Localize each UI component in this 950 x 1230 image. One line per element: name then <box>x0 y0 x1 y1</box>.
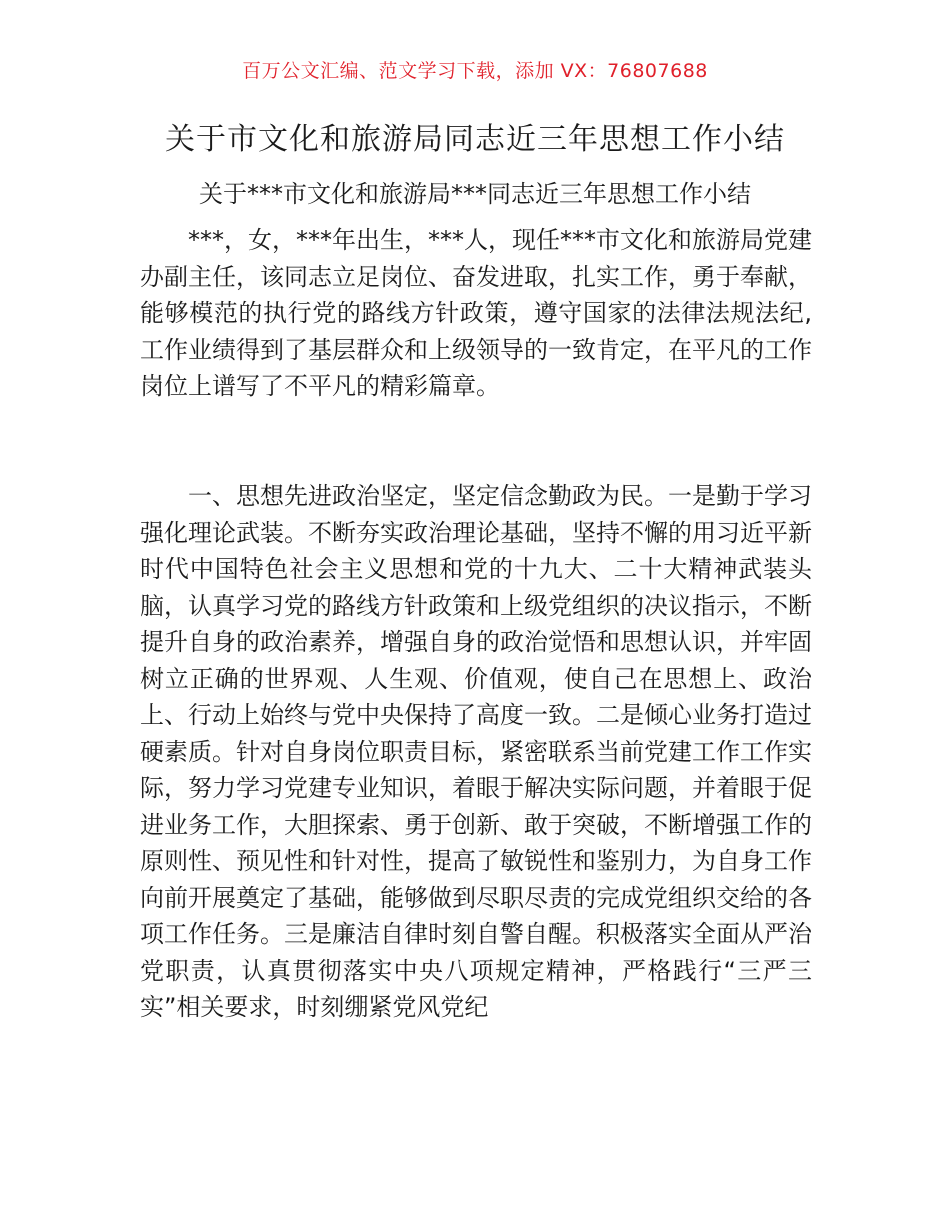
header-watermark: 百万公文汇编、范文学习下载，添加 VX：76807688 <box>242 60 708 82</box>
body-paragraph-intro: ***，女，***年出生，***人，现任***市文化和旅游局党建办副主任，该同志立足岗位、奋发进取，扎实工作，勇于奉献，能够模范的执行党的路线方针政策，遵守国家的法律法规法纪,工作业绩得到了基层群众和上级领导的一致肯定，在平凡的工作岗位上谱写了不平凡的精彩篇章。 <box>140 226 812 400</box>
document-subtitle: 关于***市文化和旅游局***同志近三年思想工作小结 <box>199 180 751 208</box>
body-paragraph-section-1: 一、思想先进政治坚定，坚定信念勤政为民。一是勤于学习强化理论武装。不断夯实政治理论基础，坚持不懈的用习近平新时代中国特色社会主义思想和党的十九大、二十大精神武装头脑，认真学习党的路线方针政策和上级党组织的决议指示，不断提升自身的政治素养，增强自身的政治觉悟和思想认识，并牢固树立正确的世界观、人生观、价值观，使自己在思想上、政治上、行动上始终与党中央保持了高度一致。二是倾心业务打造过硬素质。针对自身岗位职责目标，紧密联系当前党建工作工作实际，努力学习党建专业知识，着眼于解决实际问题，并着眼于促进业务工作，大胆探索、勇于创新、敢于突破，不断增强工作的原则性、预见性和针对性，提高了敏锐性和鉴别力，为自身工作向前开展奠定了基础，能够做到尽职尽责的完成党组织交给的各项工作任务。三是廉洁自律时刻自警自醒。积极落实全面从严治党职责，认真贯彻落实中央八项规定精神，严格践行“三严三实”相关要求，时刻绷紧党风党纪 <box>140 482 812 1021</box>
document-title: 关于市文化和旅游局同志近三年思想工作小结 <box>165 122 785 157</box>
